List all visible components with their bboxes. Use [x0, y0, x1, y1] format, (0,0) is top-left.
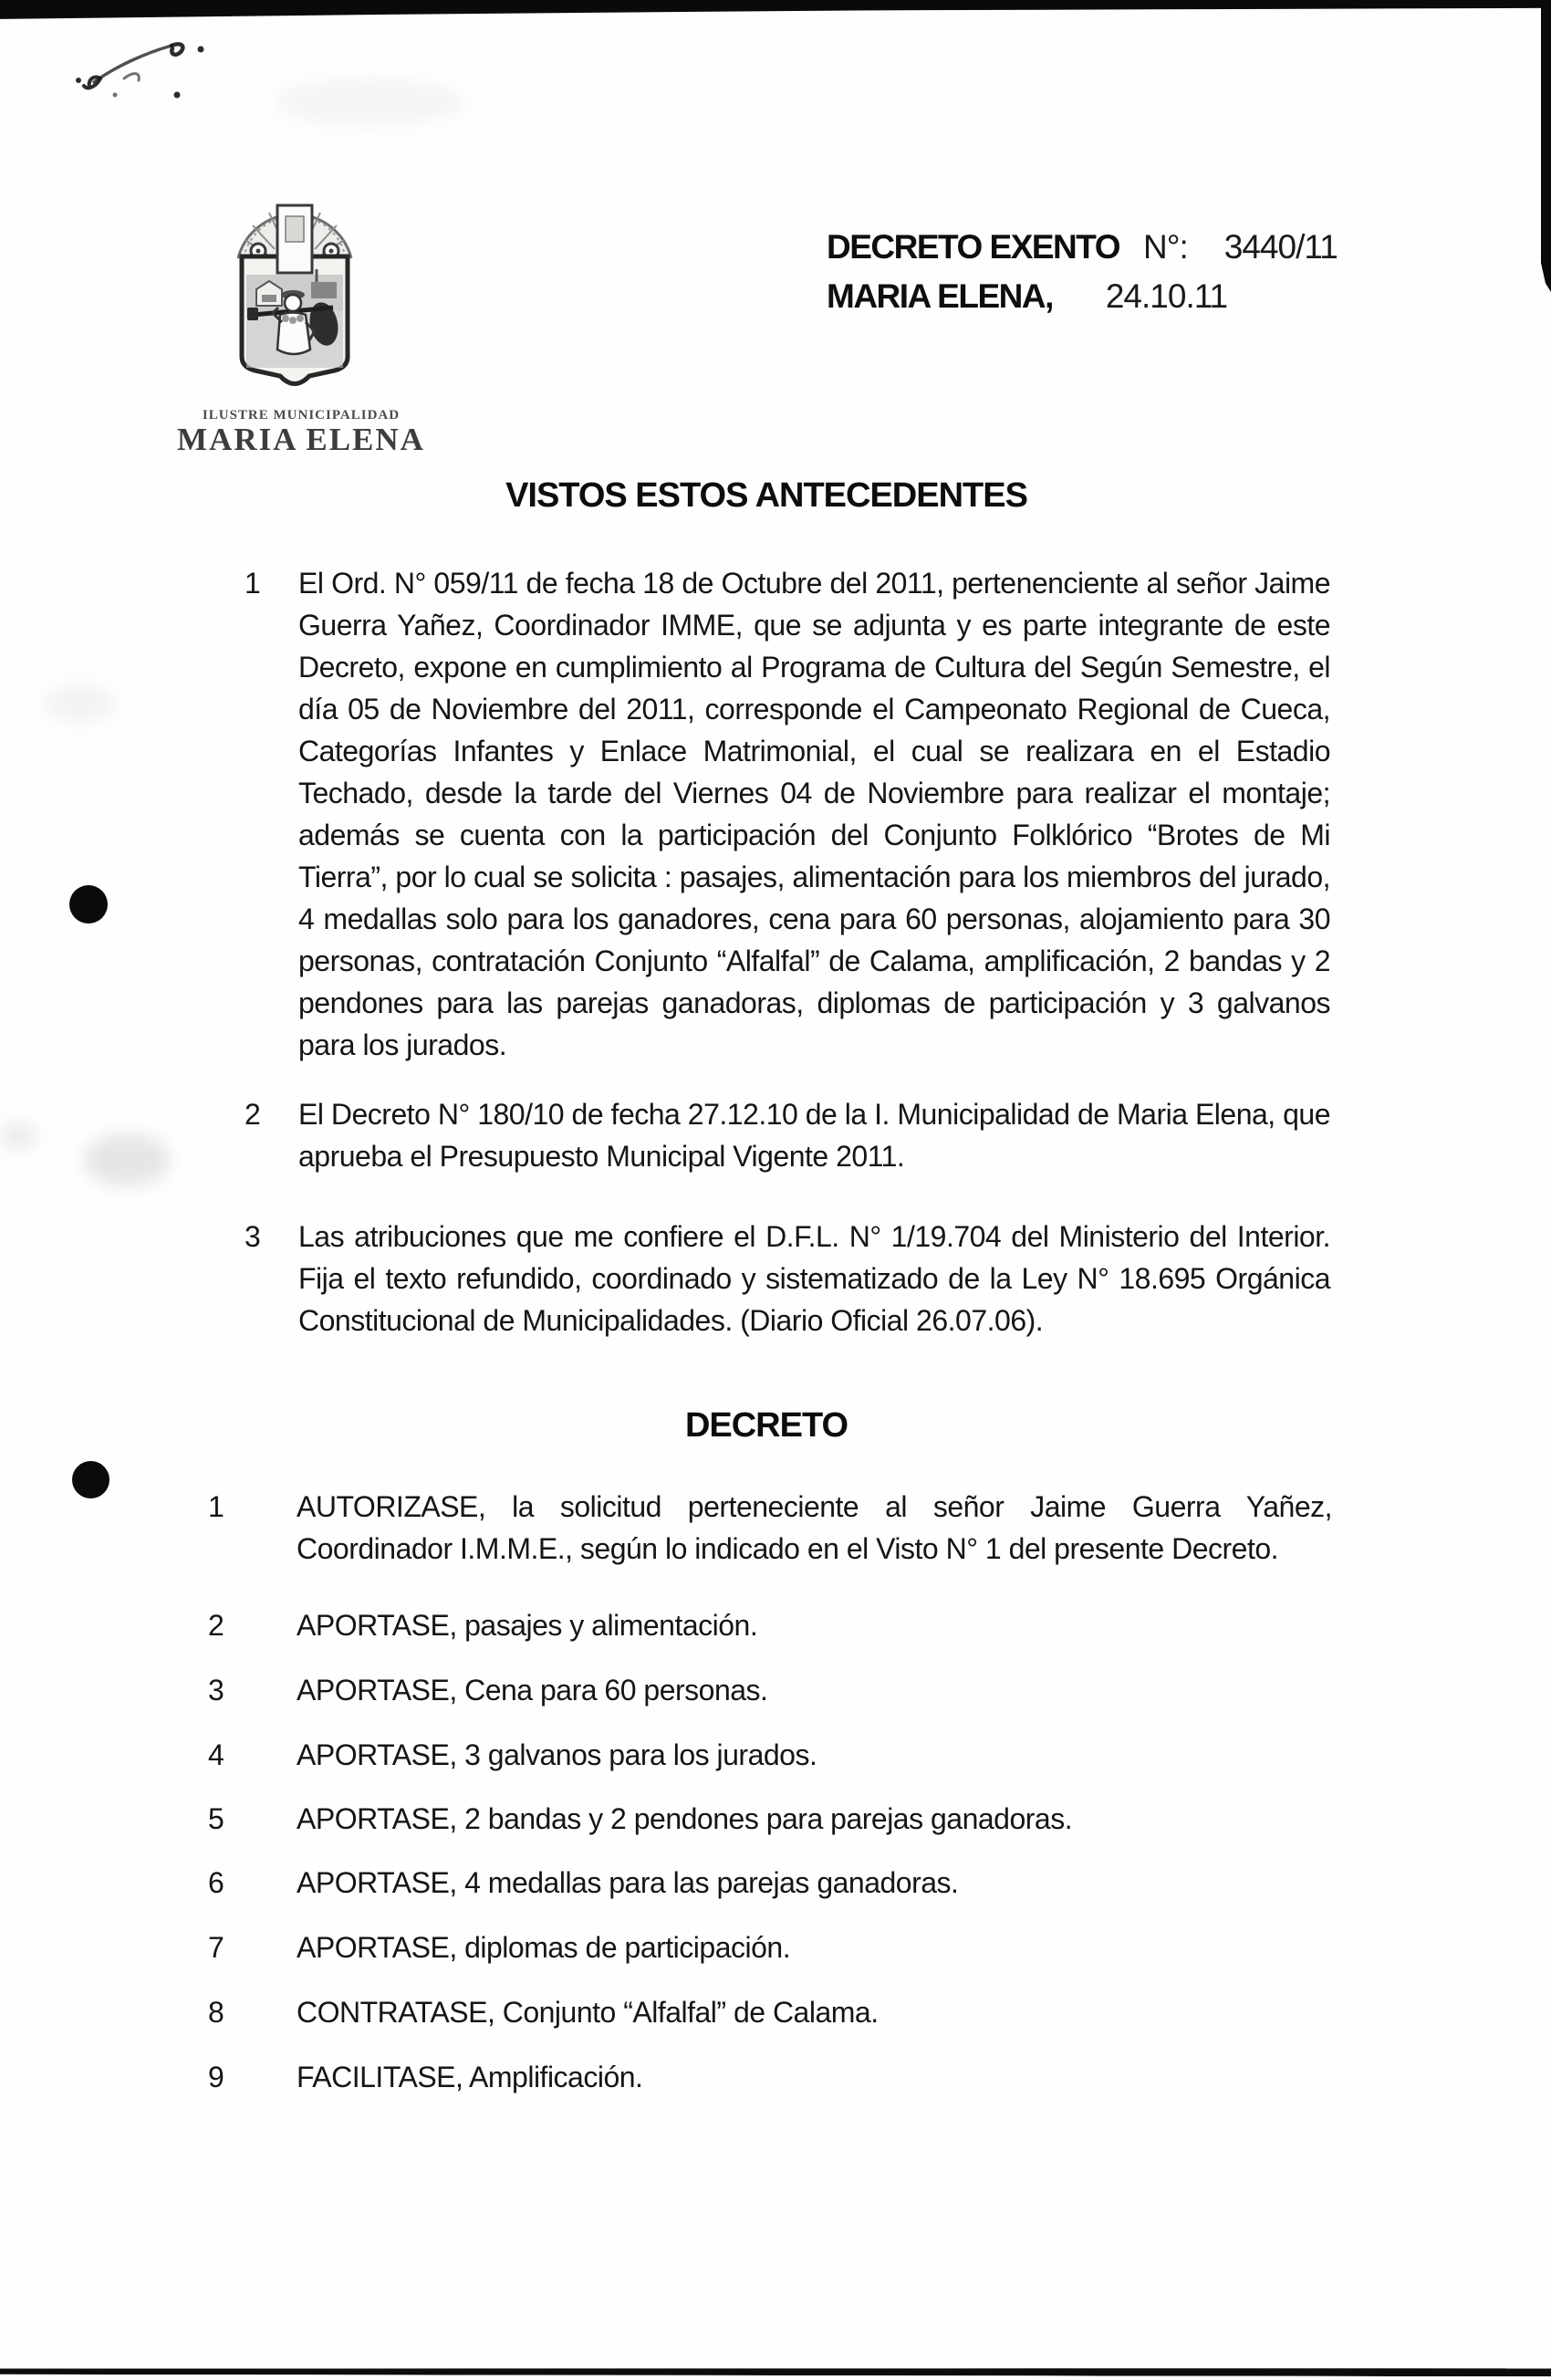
decreto-section-title: DECRETO: [684, 1406, 848, 1445]
decreto-item-text: FACILITASE, Amplificación.: [297, 2061, 643, 2093]
decree-date-value: 24.10.11: [1105, 277, 1228, 315]
decree-type-label: DECRETO EXENTO: [827, 228, 1119, 266]
vistos-item: [245, 562, 1330, 1066]
decreto-item-text: APORTASE, Cena para 60 personas.: [297, 1674, 768, 1707]
pen-scribble-mark: [44, 22, 235, 113]
vistos-item-number: 1: [245, 567, 261, 600]
decreto-item: [208, 1926, 1332, 1968]
decree-header-line1: [827, 228, 1338, 277]
scan-edge-bottom: [0, 2366, 1551, 2376]
decreto-item-number: 4: [208, 1738, 224, 1771]
vistos-item-text: Las atribuciones que me confiere el D.F.L. N° 1/19.704 del Ministerio del Interior. Fija el texto refundido, coordinado y sistematizado de la Ley N° 18.695 Orgánica Constitucional de Municipalidades. (Diario Oficial 26.07.06).: [298, 1220, 1330, 1337]
decreto-item-number: 9: [208, 2061, 224, 2093]
decreto-item-number: 7: [208, 1931, 224, 1964]
decreto-item-text: APORTASE, 3 galvanos para los jurados.: [297, 1738, 817, 1771]
vistos-item-text: El Ord. N° 059/11 de fecha 18 de Octubre del 2011, pertenenciente al señor Jaime Guerra Yañez, Coordinador IMME, que se adjunta y es parte integrante de este Decreto, expone en cumplimiento al Programa de Cultura del Según Semestre, el día 05 de Noviembre del 2011, corresponde el Campeonato Regional de Cueca, Categorías Infantes y Enlace Matrimonial, el cual se realizara en el Estadio Techado, desde la tarde del Viernes 04 de Noviembre para realizar el montaje; además se cuenta con la participación del Conjunto Folklórico “Brotes de Mi Tierra”, por lo cual se solicita : pasajes, alimentación para los miembros del jurado, 4 medallas solo para los ganadores, cena para 60 personas, alojamiento para 30 personas, contratación Conjunto “Alfalfal” de Calama, amplificación, 2 bandas y 2 pendones para las parejas ganadoras, diplomas de participación y 3 galvanos para los jurados.: [298, 567, 1330, 1061]
scan-smudge: [0, 1122, 36, 1150]
margin-bullet-dot: [72, 1461, 109, 1498]
vistos-section-title: VISTOS ESTOS ANTECEDENTES: [505, 476, 1027, 515]
decreto-item-number: 6: [208, 1866, 224, 1899]
logo-municipality-label: MARIA ELENA: [177, 422, 425, 457]
decreto-item-number: 5: [208, 1802, 224, 1835]
decreto-item-text: APORTASE, 4 medallas para las parejas ganadoras.: [297, 1866, 959, 1899]
decreto-item-number: 2: [208, 1609, 224, 1642]
decreto-item-text: AUTORIZASE, la solicitud perteneciente al señor Jaime Guerra Yañez, Coordinador I.M.M.E., según lo indicado en el Visto N° 1 del presente Decreto.: [297, 1490, 1332, 1565]
logo-institution-label: ILUSTRE MUNICIPALIDAD: [202, 408, 401, 423]
scan-smudge: [44, 684, 117, 723]
decreto-item-number: 8: [208, 1996, 224, 2029]
decreto-item-text: APORTASE, 2 bandas y 2 pendones para parejas ganadoras.: [297, 1802, 1073, 1835]
decreto-item: [208, 1991, 1332, 2033]
margin-bullet-dot: [69, 885, 108, 924]
decreto-item: [208, 1669, 1332, 1711]
vistos-item-number: 2: [245, 1098, 261, 1131]
vistos-item: [245, 1216, 1330, 1341]
vistos-item-number: 3: [245, 1220, 261, 1253]
decree-number-label: N°:: [1142, 228, 1188, 266]
decreto-item: [208, 1486, 1332, 1570]
scan-smudge: [274, 78, 465, 126]
scan-edge-top: [0, 0, 1551, 20]
decreto-item-number: 1: [208, 1490, 224, 1523]
vistos-item-text: El Decreto N° 180/10 de fecha 27.12.10 de la I. Municipalidad de Maria Elena, que aprueba el Presupuesto Municipal Vigente 2011.: [298, 1098, 1330, 1173]
decreto-item: [208, 1604, 1332, 1646]
decree-header: [827, 228, 1338, 327]
decreto-item-text: APORTASE, diplomas de participación.: [297, 1931, 791, 1964]
vistos-item: [245, 1093, 1330, 1177]
decreto-item: [208, 2056, 1332, 2098]
decreto-item-number: 3: [208, 1674, 224, 1707]
scan-edge-right: [1541, 0, 1551, 292]
municipal-crest-icon: [222, 185, 368, 404]
decree-header-line2: [827, 277, 1338, 327]
decreto-item: [208, 1734, 1332, 1776]
decreto-item-text: APORTASE, pasajes y alimentación.: [297, 1609, 758, 1642]
decree-city-label: MARIA ELENA,: [827, 277, 1053, 315]
scan-smudge: [84, 1133, 171, 1186]
decree-number-value: 3440/11: [1223, 228, 1338, 266]
decreto-item: [208, 1862, 1332, 1904]
decreto-item: [208, 1798, 1332, 1840]
decreto-item-text: CONTRATASE, Conjunto “Alfalfal” de Calama.: [297, 1996, 879, 2029]
